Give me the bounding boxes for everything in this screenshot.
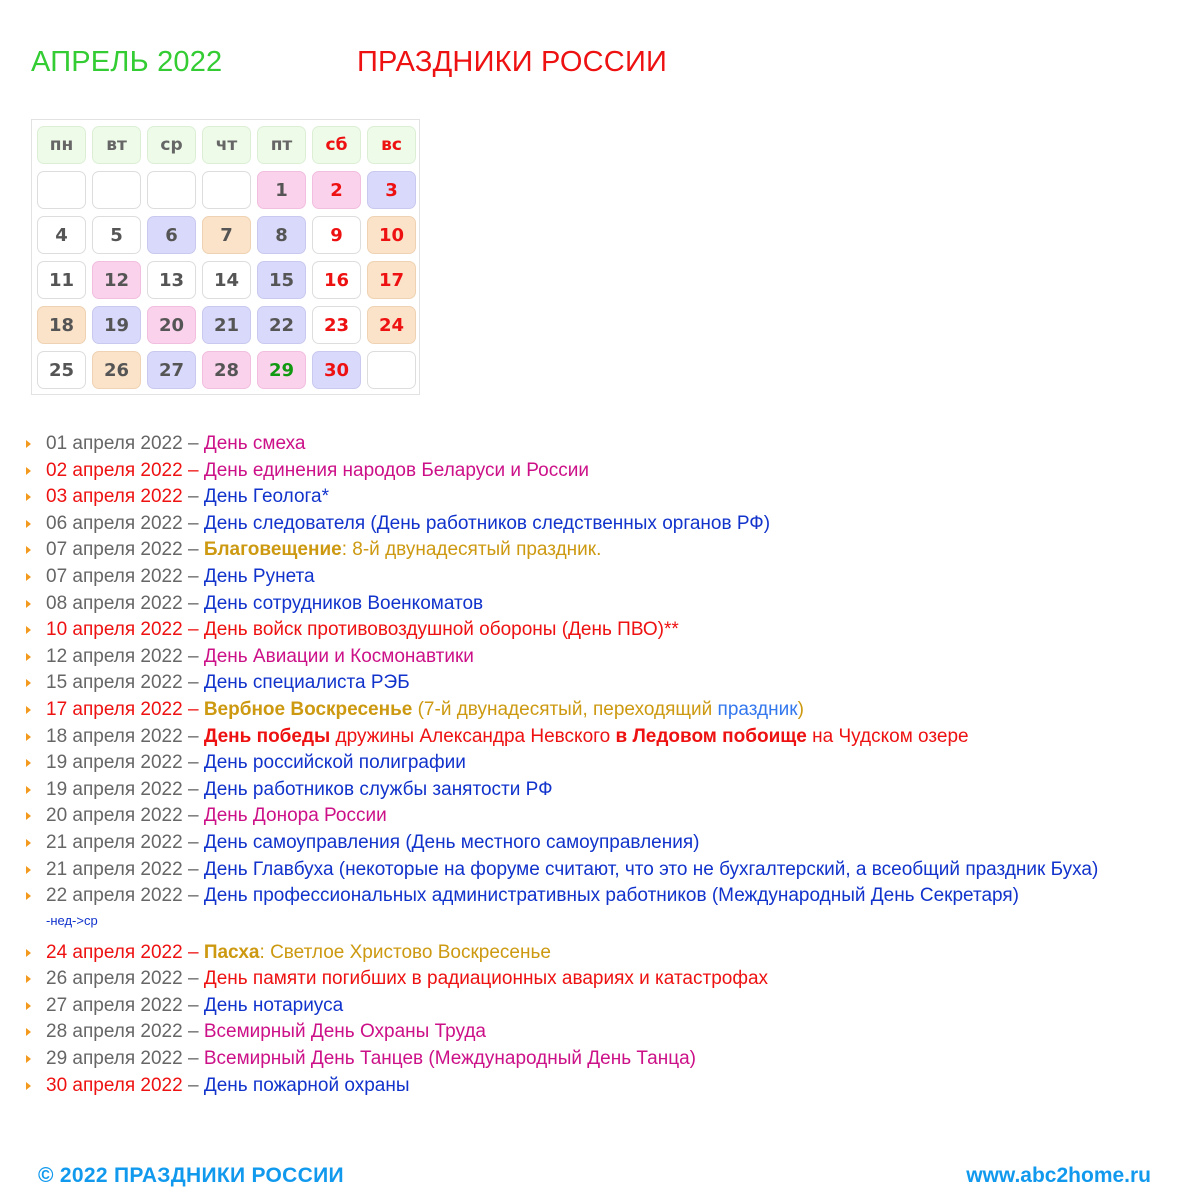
holiday-date: 08 апреля 2022 xyxy=(46,592,183,614)
calendar-day[interactable]: 13 xyxy=(147,261,196,299)
separator: – xyxy=(182,994,204,1016)
holiday-date: 15 апреля 2022 xyxy=(46,672,183,694)
calendar-day[interactable]: 12 xyxy=(92,261,141,299)
separator: – xyxy=(182,433,204,454)
bullet-icon xyxy=(26,1055,31,1063)
holiday-item xyxy=(26,857,1176,884)
holiday-description: (7-й двунадесятый, переходящий xyxy=(412,698,718,720)
calendar-day[interactable]: 24 xyxy=(367,306,416,344)
holiday-name: Благовещение xyxy=(203,539,342,561)
holiday-item xyxy=(26,617,1176,644)
holiday-date: 07 апреля 2022 xyxy=(46,565,183,587)
holiday-name: День сотрудников Военкоматов xyxy=(203,592,484,614)
weekday-sat: сб xyxy=(312,126,361,164)
calendar-day-empty xyxy=(202,171,251,209)
weekday-fri: пт xyxy=(257,126,306,164)
separator: – xyxy=(182,1048,204,1070)
calendar-day[interactable]: 2 xyxy=(312,171,361,209)
calendar-day[interactable]: 9 xyxy=(312,216,361,254)
holiday-item xyxy=(26,803,1176,830)
holiday-item xyxy=(26,993,1176,1020)
bullet-icon xyxy=(26,892,31,900)
bullet-icon xyxy=(26,786,31,794)
holiday-item xyxy=(26,537,1176,564)
bullet-icon xyxy=(26,759,31,767)
holiday-item xyxy=(26,724,1176,751)
weekday-wed: ср xyxy=(147,126,196,164)
calendar-day[interactable]: 22 xyxy=(257,306,306,344)
footer-copyright: © 2022 ПРАЗДНИКИ РОССИИ xyxy=(38,1164,344,1187)
holiday-name: День единения народов Беларуси и России xyxy=(203,459,589,481)
calendar-day[interactable]: 4 xyxy=(37,216,86,254)
bullet-icon xyxy=(26,1028,31,1036)
site-title: ПРАЗДНИКИ РОССИИ xyxy=(357,46,668,78)
separator: – xyxy=(182,565,204,587)
holiday-date: 03 апреля 2022 xyxy=(46,486,183,508)
separator: – xyxy=(182,1021,204,1043)
calendar-day[interactable]: 25 xyxy=(37,351,86,389)
holiday-name: День Авиации и Космонавтики xyxy=(203,645,474,667)
holiday-date: 01 апреля 2022 xyxy=(46,433,183,454)
holiday-name: День войск противовоздушной обороны (День ПВО)** xyxy=(203,619,679,641)
holiday-description: : 8-й двунадесятый праздник. xyxy=(341,539,602,561)
holiday-date: 21 апреля 2022 xyxy=(46,858,183,880)
calendar-day-empty xyxy=(367,351,416,389)
calendar-day[interactable]: 29 xyxy=(257,351,306,389)
calendar-day[interactable]: 7 xyxy=(202,216,251,254)
separator: – xyxy=(182,805,204,827)
holiday-date: 17 апреля 2022 xyxy=(46,698,183,720)
bullet-icon xyxy=(26,573,31,581)
bullet-icon xyxy=(26,653,31,661)
holiday-name: День Донора России xyxy=(203,805,387,827)
bullet-icon xyxy=(26,975,31,983)
holiday-date: 21 апреля 2022 xyxy=(46,831,183,853)
holiday-item xyxy=(26,591,1176,618)
holiday-item xyxy=(26,697,1176,724)
holiday-date: 18 апреля 2022 xyxy=(46,725,183,747)
holiday-item xyxy=(26,750,1176,777)
holiday-item xyxy=(26,484,1176,511)
weekday-thu: чт xyxy=(202,126,251,164)
holiday-name: День специалиста РЭБ xyxy=(203,672,410,694)
holiday-date: 19 апреля 2022 xyxy=(46,752,183,774)
holiday-name: Всемирный День Танцев (Международный День Танца) xyxy=(203,1048,696,1070)
holiday-name: День пожарной охраны xyxy=(203,1074,410,1096)
holiday-date: 24 апреля 2022 xyxy=(46,941,183,963)
holiday-name: День следователя (День работников следственных органов РФ) xyxy=(203,512,771,534)
calendar-day-empty xyxy=(92,171,141,209)
holiday-description: ) xyxy=(797,698,804,720)
calendar-day[interactable]: 6 xyxy=(147,216,196,254)
holiday-item xyxy=(26,830,1176,857)
month-title: АПРЕЛЬ 2022 xyxy=(31,46,223,78)
holiday-date: 10 апреля 2022 xyxy=(46,619,183,641)
holiday-date: 22 апреля 2022 xyxy=(46,885,183,907)
separator: – xyxy=(182,672,204,694)
calendar-day-empty xyxy=(37,171,86,209)
bullet-icon xyxy=(26,1082,31,1090)
holiday-description: дружины Александра Невского xyxy=(330,725,616,747)
calendar-day[interactable]: 26 xyxy=(92,351,141,389)
holiday-date: 30 апреля 2022 xyxy=(46,1074,183,1096)
holiday-date: 06 апреля 2022 xyxy=(46,512,183,534)
holiday-date: 07 апреля 2022 xyxy=(46,539,183,561)
bullet-icon xyxy=(26,679,31,687)
separator: – xyxy=(182,486,204,508)
weekday-tue: вт xyxy=(92,126,141,164)
holiday-name: День работников службы занятости РФ xyxy=(203,778,553,800)
footer-website-link[interactable]: www.abc2home.ru xyxy=(966,1164,1151,1187)
holiday-date: 19 апреля 2022 xyxy=(46,778,183,800)
holiday-date: 26 апреля 2022 xyxy=(46,968,183,990)
calendar xyxy=(31,119,420,395)
calendar-day[interactable]: 8 xyxy=(257,216,306,254)
calendar-day-empty xyxy=(147,171,196,209)
holiday-description: в Ледовом побоище xyxy=(615,725,807,747)
calendar-day[interactable]: 28 xyxy=(202,351,251,389)
holiday-name: День памяти погибших в радиационных авариях и катастрофах xyxy=(203,968,769,990)
holiday-name: Всемирный День Охраны Труда xyxy=(203,1021,486,1043)
holiday-name: День профессиональных административных работников (Международный День Секретаря) xyxy=(203,885,1019,907)
holiday-list xyxy=(26,431,1176,1099)
holiday-name: Вербное Воскресенье xyxy=(203,698,413,720)
calendar-day[interactable]: 23 xyxy=(312,306,361,344)
bullet-icon xyxy=(26,600,31,608)
holiday-date: 20 апреля 2022 xyxy=(46,805,183,827)
calendar-day[interactable]: 15 xyxy=(257,261,306,299)
separator: – xyxy=(182,619,204,641)
calendar-day[interactable]: 16 xyxy=(312,261,361,299)
holiday-item xyxy=(26,883,1176,932)
bullet-icon xyxy=(26,467,31,475)
separator: – xyxy=(182,941,204,963)
calendar-day[interactable]: 27 xyxy=(147,351,196,389)
holiday-name: День Геолога* xyxy=(203,486,330,508)
holiday-item xyxy=(26,777,1176,804)
bullet-icon xyxy=(26,493,31,501)
separator: – xyxy=(182,539,204,561)
bullet-icon xyxy=(26,949,31,957)
holiday-item xyxy=(26,458,1176,485)
bullet-icon xyxy=(26,812,31,820)
holiday-item xyxy=(26,1073,1176,1100)
calendar-day[interactable]: 11 xyxy=(37,261,86,299)
calendar-day[interactable]: 17 xyxy=(367,261,416,299)
calendar-day[interactable]: 14 xyxy=(202,261,251,299)
separator: – xyxy=(182,858,204,880)
holiday-date: 27 апреля 2022 xyxy=(46,994,183,1016)
holiday-date: 29 апреля 2022 xyxy=(46,1048,183,1070)
weekday-mon: пн xyxy=(37,126,86,164)
holiday-item xyxy=(26,1019,1176,1046)
calendar-day[interactable]: 5 xyxy=(92,216,141,254)
bullet-icon xyxy=(26,546,31,554)
holiday-item xyxy=(26,511,1176,538)
holiday-item xyxy=(26,644,1176,671)
calendar-day[interactable]: 30 xyxy=(312,351,361,389)
separator: – xyxy=(182,698,204,720)
bullet-icon xyxy=(26,1002,31,1010)
holiday-name: День смеха xyxy=(203,433,306,454)
separator: – xyxy=(182,752,204,774)
separator: – xyxy=(182,725,204,747)
calendar-day[interactable]: 1 xyxy=(257,171,306,209)
holiday-item xyxy=(26,564,1176,591)
holiday-note: -нед->ср xyxy=(46,912,98,928)
weekday-sun: вс xyxy=(367,126,416,164)
bullet-icon xyxy=(26,839,31,847)
holiday-name: День российской полиграфии xyxy=(203,752,466,774)
bullet-icon xyxy=(26,706,31,714)
bullet-icon xyxy=(26,520,31,528)
separator: – xyxy=(182,968,204,990)
holiday-item xyxy=(26,1046,1176,1073)
calendar-day[interactable]: 21 xyxy=(202,306,251,344)
holiday-item xyxy=(26,431,1176,458)
bullet-icon xyxy=(26,866,31,874)
separator: – xyxy=(182,512,204,534)
bullet-icon xyxy=(26,440,31,448)
holiday-name: День самоуправления (День местного самоуправления) xyxy=(203,831,700,853)
separator: – xyxy=(182,831,204,853)
holiday-item xyxy=(26,670,1176,697)
holiday-item xyxy=(26,966,1176,993)
calendar-day[interactable]: 20 xyxy=(147,306,196,344)
holiday-date: 28 апреля 2022 xyxy=(46,1021,183,1043)
calendar-day[interactable]: 19 xyxy=(92,306,141,344)
holiday-description: : Светлое Христово Воскресенье xyxy=(259,941,551,963)
holiday-description: на Чудском озере xyxy=(806,725,969,747)
holiday-item xyxy=(26,940,1176,967)
holiday-name: День Рунета xyxy=(203,565,315,587)
separator: – xyxy=(182,778,204,800)
holiday-date: 12 апреля 2022 xyxy=(46,645,183,667)
separator: – xyxy=(182,459,204,481)
holiday-name: День нотариуса xyxy=(203,994,344,1016)
calendar-day[interactable]: 18 xyxy=(37,306,86,344)
bullet-icon xyxy=(26,733,31,741)
separator: – xyxy=(182,592,204,614)
holiday-date: 02 апреля 2022 xyxy=(46,459,183,481)
calendar-day[interactable]: 10 xyxy=(367,216,416,254)
calendar-day[interactable]: 3 xyxy=(367,171,416,209)
separator: – xyxy=(182,885,204,907)
holiday-name: Пасха xyxy=(203,941,260,963)
bullet-icon xyxy=(26,626,31,634)
holiday-link[interactable]: праздник xyxy=(717,698,798,720)
separator: – xyxy=(182,1074,204,1096)
holiday-name: День победы xyxy=(203,725,331,747)
holiday-name: День Главбуха (некоторые на форуме считают, что это не бухгалтерский, а всеобщий праздник Буха) xyxy=(203,858,1099,880)
separator: – xyxy=(182,645,204,667)
